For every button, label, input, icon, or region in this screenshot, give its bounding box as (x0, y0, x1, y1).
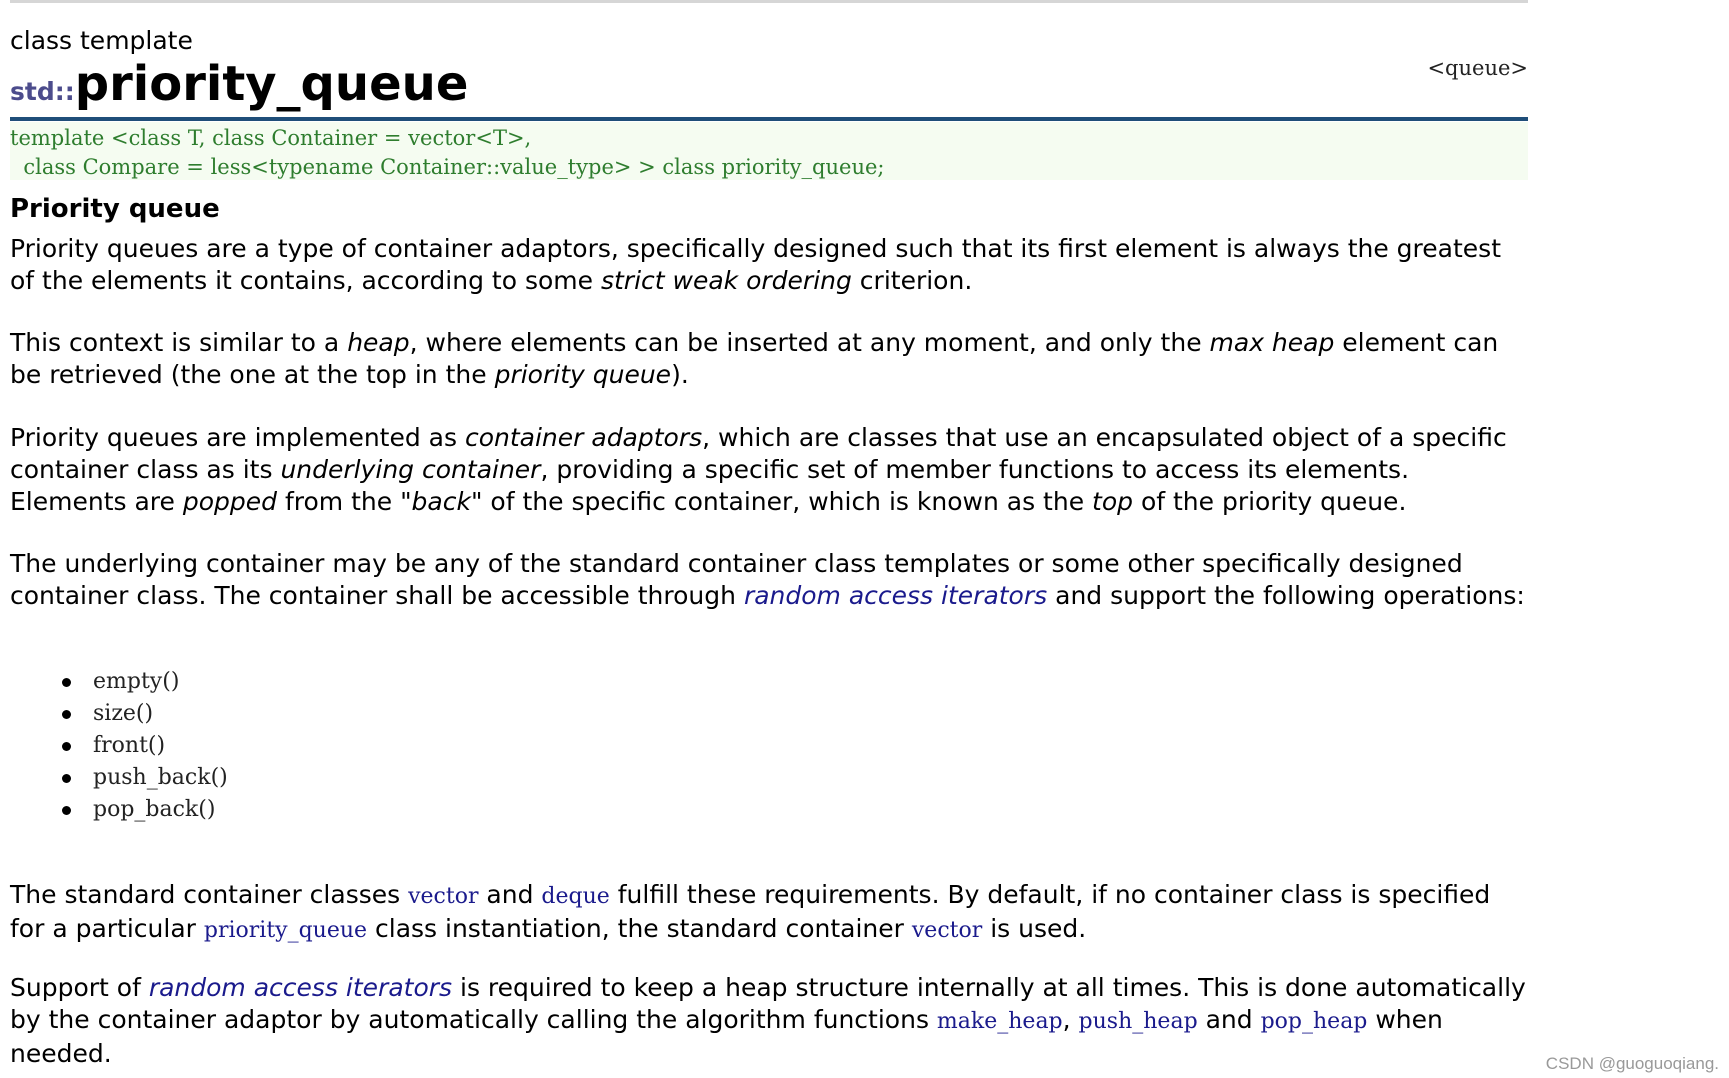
title-underline (10, 117, 1528, 121)
text: and support the following operations: (1047, 581, 1525, 610)
pop-heap-link[interactable]: pop_heap (1260, 1009, 1368, 1034)
deque-link[interactable]: deque (541, 884, 610, 909)
text: , which are classes that use an encapsulated object of a specific container class as its (10, 423, 1507, 484)
vector-link[interactable]: vector (408, 884, 479, 909)
text: , (1062, 1005, 1079, 1034)
text: ). (671, 360, 689, 389)
text: Priority queues are implemented as (10, 423, 465, 452)
text: is required to keep a heap structure internally at all times. This is done automatically by the container adaptor by automatically calling the algorithm functions (10, 973, 1526, 1034)
paragraph-2 (10, 327, 1528, 391)
watermark: CSDN @guoguoqiang. (1545, 1054, 1719, 1073)
text: and (1197, 1005, 1261, 1034)
paragraph-5 (10, 879, 1528, 947)
random-access-iterators-link[interactable]: random access iterators (743, 581, 1048, 610)
bullet-icon (62, 710, 71, 719)
declaration-line-1: template <class T, class Container = vector<T>, (10, 126, 532, 150)
operation-empty: empty() (93, 669, 180, 694)
emphasis: "back" (400, 487, 483, 516)
text: The underlying container may be any of the standard container class templates or some other specifically designed container class. The container shall be accessible through (10, 549, 1463, 610)
bullet-icon (62, 742, 71, 751)
vector-link[interactable]: vector (911, 918, 983, 943)
text: This context is similar to a (10, 328, 348, 357)
template-declaration (10, 122, 1528, 180)
operation-size: size() (93, 701, 154, 726)
emphasis: max heap (1209, 328, 1335, 357)
emphasis: strict weak ordering (600, 266, 852, 295)
section-title: Priority queue (10, 194, 220, 224)
namespace-label: std:: (10, 77, 75, 106)
paragraph-1 (10, 233, 1528, 297)
text: of the priority queue. (1133, 487, 1407, 516)
list-item (10, 730, 228, 762)
bullet-icon (62, 678, 71, 687)
operations-list (10, 666, 228, 826)
text: when needed. (10, 1005, 1443, 1068)
text: from the (277, 487, 401, 516)
page-title: priority_queue (74, 56, 469, 112)
text: , providing a specific set of member functions to access its elements. Elements are (10, 455, 1410, 516)
operation-push-back: push_back() (93, 765, 228, 790)
list-item (10, 698, 228, 730)
text: and (478, 880, 542, 909)
text: Support of (10, 973, 149, 1002)
text: The standard container classes (10, 880, 409, 909)
top-divider (10, 0, 1528, 3)
text: criterion. (851, 266, 973, 295)
list-item (10, 762, 228, 794)
emphasis: underlying container (280, 455, 541, 484)
emphasis: top (1092, 487, 1133, 516)
emphasis: priority queue (494, 360, 672, 389)
list-item (10, 666, 228, 698)
make-heap-link[interactable]: make_heap (936, 1009, 1063, 1034)
declaration-line-2: class Compare = less<typename Container::value_type> > class priority_queue; (10, 155, 885, 179)
paragraph-3 (10, 422, 1528, 518)
list-item (10, 794, 228, 826)
text: of the specific container, which is known as the (482, 487, 1093, 516)
emphasis: popped (182, 487, 278, 516)
emphasis: heap (347, 328, 410, 357)
title-row (10, 56, 1528, 116)
operation-front: front() (93, 733, 166, 758)
bullet-icon (62, 806, 71, 815)
paragraph-6 (10, 972, 1528, 1070)
text: fulfill these requirements. By default, if no container class is specified for a particular (10, 880, 1491, 943)
text: is used. (982, 914, 1087, 943)
text: Priority queues are a type of container adaptors, specifically designed such that its first element is always the greatest of the elements it contains, according to some (10, 234, 1501, 295)
operation-pop-back: pop_back() (93, 797, 216, 822)
priority-queue-link[interactable]: priority_queue (203, 918, 368, 943)
text: class instantiation, the standard container (367, 914, 912, 943)
text: , where elements can be inserted at any moment, and only the (409, 328, 1210, 357)
header-file-link[interactable]: <queue> (1427, 56, 1528, 80)
emphasis: container adaptors (464, 423, 703, 452)
text: element can be retrieved (the one at the top in the (10, 328, 1499, 389)
paragraph-4 (10, 548, 1528, 612)
entity-kind: class template (10, 26, 193, 55)
random-access-iterators-link[interactable]: random access iterators (148, 973, 453, 1002)
push-heap-link[interactable]: push_heap (1078, 1009, 1198, 1034)
bullet-icon (62, 774, 71, 783)
